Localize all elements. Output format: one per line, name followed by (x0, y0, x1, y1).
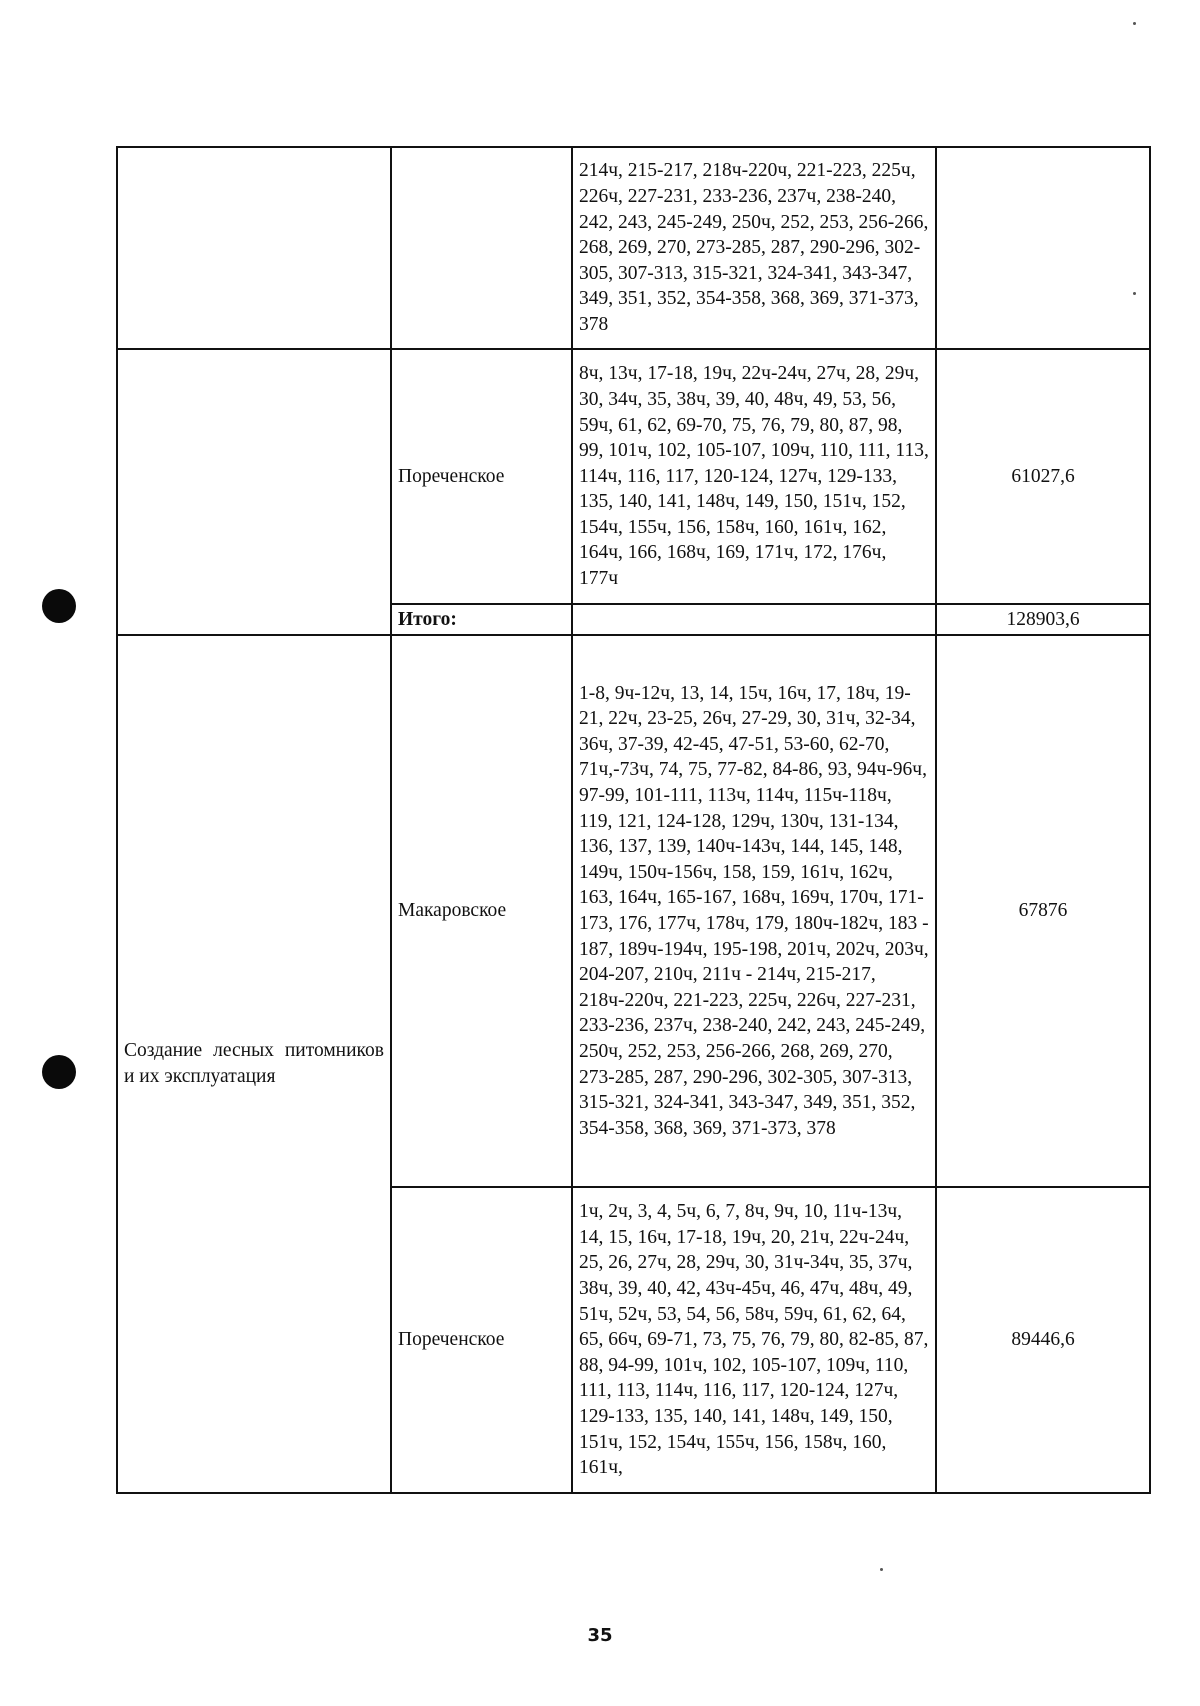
activity-cell: Создание лесных питомников и их эксплуатация (117, 635, 391, 1493)
table-row (117, 635, 1150, 1187)
forestry-cell: Пореченское (391, 1187, 572, 1493)
quarters-cell: 214ч, 215-217, 218ч-220ч, 221-223, 225ч, 226ч, 227-231, 233-236, 237ч, 238-240, 242, 243, 245-249, 250ч, 252, 253, 256-266, 268, 269, 270, 273-285, 287, 290-296, 302-305, 307-313, 315-321, 324-341, 343-347, 349, 351, 352, 354-358, 368, 369, 371-373, 378 (572, 147, 936, 349)
hole-punch-mark-lower (42, 1055, 76, 1089)
forestry-cell-empty (391, 147, 572, 349)
table-row (117, 147, 1150, 349)
quarters-table (116, 146, 1151, 1494)
quarters-cell: 8ч, 13ч, 17-18, 19ч, 22ч-24ч, 27ч, 28, 29ч, 30, 34ч, 35, 38ч, 39, 40, 48ч, 49, 53, 56, 59ч, 61, 62, 69-70, 75, 76, 79, 80, 87, 98, 99, 101ч, 102, 105-107, 109ч, 110, 111, 113, 114ч, 116, 117, 120-124, 127ч, 129-133, 135, 140, 141, 148ч, 149, 150, 151ч, 152, 154ч, 155ч, 156, 158ч, 160, 161ч, 162, 164ч, 166, 168ч, 169, 171ч, 172, 176ч, 177ч (572, 349, 936, 604)
hole-punch-mark-upper (42, 589, 76, 623)
forestry-cell: Пореченское (391, 349, 572, 604)
scan-speck (880, 1568, 883, 1571)
activity-cell-empty (117, 349, 391, 635)
area-cell: 89446,6 (936, 1187, 1150, 1493)
area-cell: 67876 (936, 635, 1150, 1187)
activity-cell-empty (117, 147, 391, 349)
quarters-cell: 1ч, 2ч, 3, 4, 5ч, 6, 7, 8ч, 9ч, 10, 11ч-13ч, 14, 15, 16ч, 17-18, 19ч, 20, 21ч, 22ч-24ч, 25, 26, 27ч, 28, 29ч, 30, 31ч-34ч, 35, 37ч, 38ч, 39, 40, 42, 43ч-45ч, 46, 47ч, 48ч, 49, 51ч, 52ч, 53, 54, 56, 58ч, 59ч, 61, 62, 64, 65, 66ч, 69-71, 73, 75, 76, 79, 80, 82-85, 87, 88, 94-99, 101ч, 102, 105-107, 109ч, 110, 111, 113, 114ч, 116, 117, 120-124, 127ч, 129-133, 135, 140, 141, 148ч, 149, 150, 151ч, 152, 154ч, 155ч, 156, 158ч, 160, 161ч, (572, 1187, 936, 1493)
quarters-cell: 1-8, 9ч-12ч, 13, 14, 15ч, 16ч, 17, 18ч, 19-21, 22ч, 23-25, 26ч, 27-29, 30, 31ч, 32-34, 36ч, 37-39, 42-45, 47-51, 53-60, 62-70, 71ч,-73ч, 74, 75, 77-82, 84-86, 93, 94ч-96ч, 97-99, 101-111, 113ч, 114ч, 115ч-118ч, 119, 121, 124-128, 129ч, 130ч, 131-134, 136, 137, 139, 140ч-143ч, 144, 145, 148, 149ч, 150ч-156ч, 158, 159, 161ч, 162ч, 163, 164ч, 165-167, 168ч, 169ч, 170ч, 171-173, 176, 177ч, 178ч, 179, 180ч-182ч, 183 - 187, 189ч-194ч, 195-198, 201ч, 202ч, 203ч, 204-207, 210ч, 211ч - 214ч, 215-217, 218ч-220ч, 221-223, 225ч, 226ч, 227-231, 233-236, 237ч, 238-240, 242, 243, 245-249, 250ч, 252, 253, 256-266, 268, 269, 270, 273-285, 287, 290-296, 302-305, 307-313, 315-321, 324-341, 343-347, 349, 351, 352, 354-358, 368, 369, 371-373, 378 (572, 635, 936, 1187)
area-cell-empty (936, 147, 1150, 349)
page-number: 35 (587, 1625, 613, 1646)
table-row (117, 349, 1150, 604)
scan-speck (1133, 22, 1136, 25)
total-area: 128903,6 (936, 604, 1150, 635)
quarters-cell-empty (572, 604, 936, 635)
area-cell: 61027,6 (936, 349, 1150, 604)
total-label: Итого: (391, 604, 572, 635)
forestry-cell: Макаровское (391, 635, 572, 1187)
